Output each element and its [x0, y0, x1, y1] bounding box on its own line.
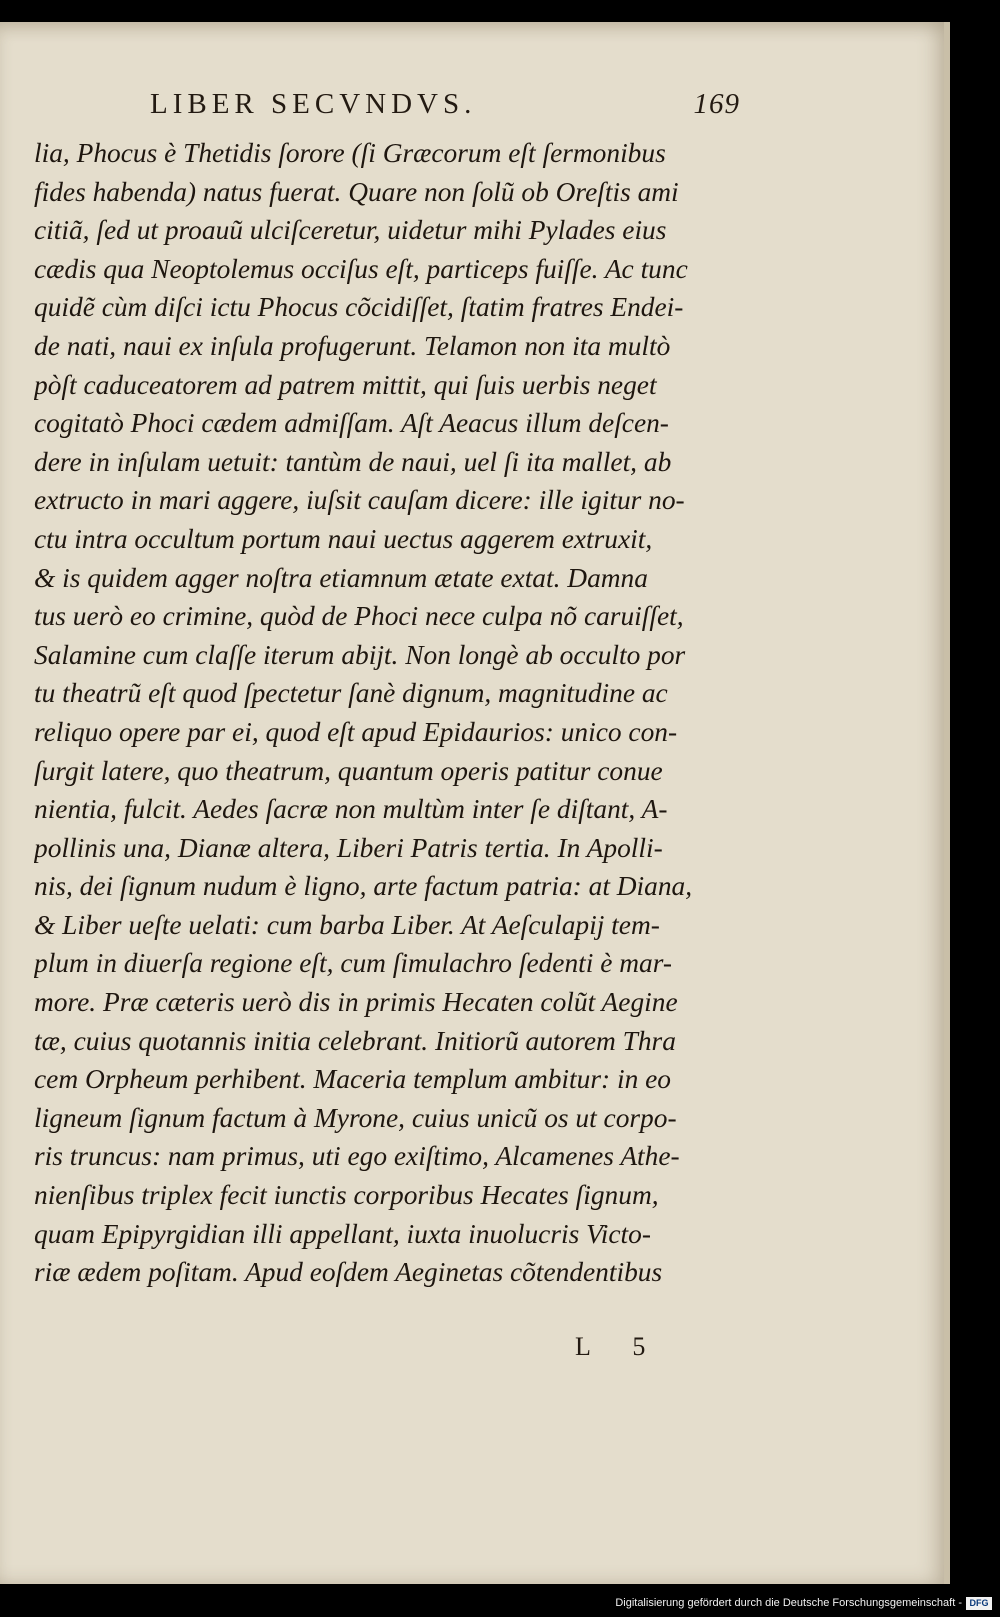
text-line: pòſt caduceatorem ad patrem mittit, qui ſuis uerbis neget [34, 369, 657, 400]
text-line: more. Præ cæteris uerò dis in primis Hecaten colũt Aegine [34, 987, 678, 1018]
text-line: Salamine cum claſſe iterum abijt. Non longè ab occulto por [34, 639, 686, 670]
text-line: quam Epipyrgidian illi appellant, iuxta inuolucris Victo- [34, 1218, 651, 1249]
text-line: cem Orpheum perhibent. Maceria templum ambitur: in eo [34, 1064, 671, 1095]
text-line: ligneum ſignum factum à Myrone, cuius unicũ os ut corpo- [34, 1102, 677, 1133]
text-line: quidẽ cùm diſci ictu Phocus cõcidiſſet, ſtatim fratres Endei- [34, 292, 684, 323]
text-line: citiã, ſed ut proauũ ulciſceretur, uidetur mihi Pylades eius [34, 215, 667, 246]
text-line: pollinis una, Dianæ altera, Liberi Patris tertia. In Apolli- [34, 832, 663, 863]
signature-mark: L 5 [575, 1332, 664, 1361]
text-line: & Liber ueſte uelati: cum barba Liber. At Aeſculapij tem- [34, 909, 660, 940]
text-line: & is quidem agger noſtra etiamnum ætate extat. Damna [34, 562, 648, 593]
text-line: tu theatrũ eſt quod ſpectetur ſanè dignum, magnitudine ac [34, 678, 668, 709]
text-line: extructo in mari aggere, iuſsit cauſam dicere: ille igitur no- [34, 485, 685, 516]
text-line: ſurgit latere, quo theatrum, quantum operis patitur conue [34, 755, 663, 786]
text-line: cædis qua Neoptolemus occiſus eſt, particeps fuiſſe. Ac tunc [34, 253, 688, 284]
text-line: lia, Phocus è Thetidis ſorore (ſi Græcorum eſt ſermonibus [34, 138, 666, 168]
text-line: ctu intra occultum portum naui uectus aggerem extruxit, [34, 523, 653, 554]
text-line: tæ, cuius quotannis initia celebrant. Initiorũ autorem Thra [34, 1025, 676, 1056]
text-line: nis, dei ſignum nudum è ligno, arte factum patria: at Diana, [34, 871, 693, 902]
running-head [150, 88, 740, 128]
text-line: de nati, naui ex inſula profugerunt. Telamon non ita multò [34, 330, 671, 361]
text-line: dere in inſulam uetuit: tantùm de naui, uel ſi ita mallet, ab [34, 446, 672, 477]
text-line: riæ ædem poſitam. Apud eoſdem Aeginetas cõtendentibus [34, 1257, 663, 1288]
book-page [0, 22, 950, 1584]
text-line: tus uerò eo crimine, quòd de Phoci nece culpa nõ caruiſſet, [34, 601, 684, 632]
text-line: cogitatò Phoci cædem admiſſam. Aſt Aeacus illum deſcen- [34, 408, 669, 439]
running-head-title: LIBER SECVNDVS. [150, 88, 477, 120]
digitization-credit: Digitalisierung gefördert durch die Deutsche Forschungsgemeinschaft - [615, 1597, 962, 1609]
text-line: fides habenda) natus fuerat. Quare non ſolũ ob Oreſtis ami [34, 176, 679, 207]
text-line: reliquo opere par ei, quod eſt apud Epidaurios: unico con- [34, 716, 678, 747]
text-line: plum in diuerſa regione eſt, cum ſimulachro ſedenti è mar- [34, 948, 672, 979]
page-number: 169 [693, 88, 740, 120]
text-line: nienſibus triplex fecit iunctis corporibus Hecates ſignum, [34, 1180, 659, 1211]
footer-bar [0, 1589, 1000, 1617]
body-text [34, 134, 754, 1292]
text-line: ris truncus: nam primus, uti ego exiſtimo, Alcamenes Athe- [34, 1141, 680, 1172]
dfg-logo-icon: DFG [966, 1597, 992, 1610]
text-line: nientia, fulcit. Aedes ſacræ non multùm inter ſe diſtant, A- [34, 794, 668, 825]
